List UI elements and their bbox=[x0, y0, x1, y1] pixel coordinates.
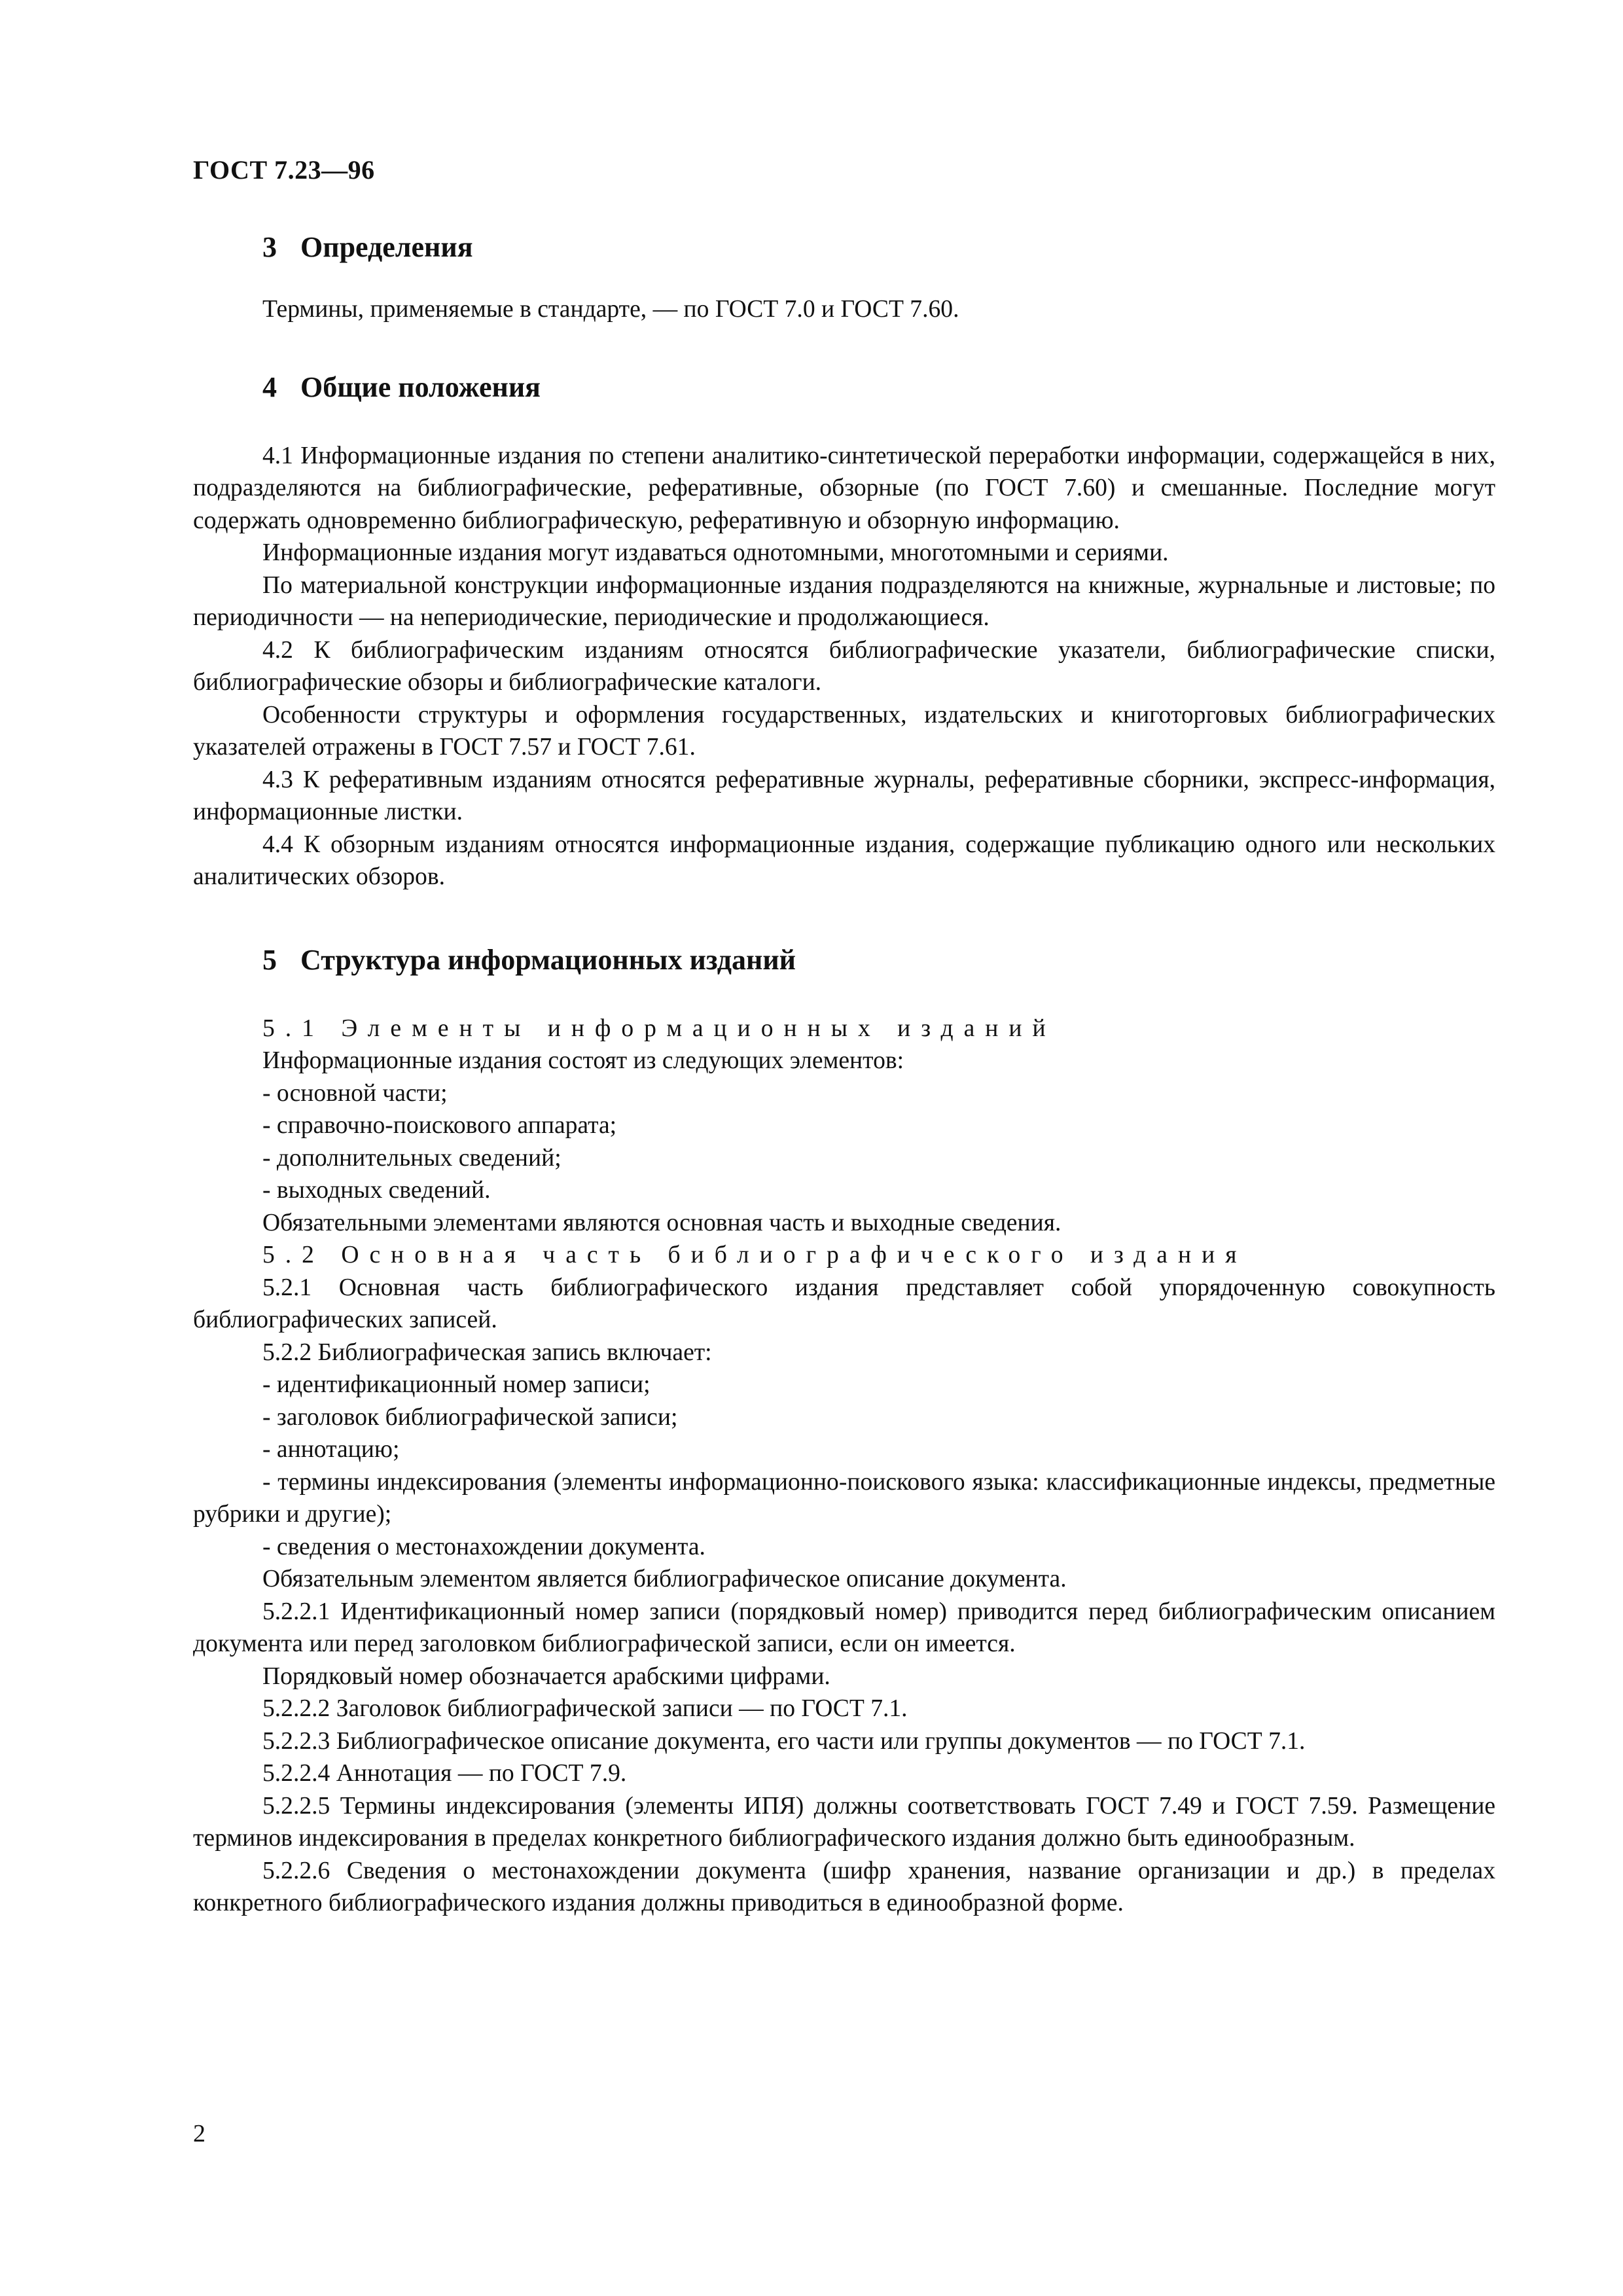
section-4-heading bbox=[193, 369, 1495, 406]
clause-5-2-2-2: 5.2.2.2 Заголовок библиографической записи — по ГОСТ 7.1. bbox=[262, 1695, 908, 1722]
clause-5-1-intro: Информационные издания состоят из следующих элементов: bbox=[262, 1047, 904, 1074]
clause-4-3: 4.3 К реферативным изданиям относятся реферативные журналы, реферативные сборники, экспресс-информация, информационные листки. bbox=[193, 766, 1495, 825]
section-5-heading bbox=[193, 942, 1495, 978]
list-item: - дополнительных сведений; bbox=[262, 1144, 562, 1172]
list-item: - идентификационный номер записи; bbox=[262, 1371, 651, 1398]
list-item: - заголовок библиографической записи; bbox=[262, 1403, 678, 1431]
clause-5-2-title: 5.2 Основная часть библиографического издания bbox=[262, 1242, 1247, 1268]
clause-5-2-1: 5.2.1 Основная часть библиографического издания представляет собой упорядоченную совокупность библиографических записей. bbox=[193, 1274, 1495, 1333]
clause-4-1: 4.1 Информационные издания по степени аналитико-синтетической переработки информации, содержащейся в них, подразделяются на библиографические, реферативные, обзорные (по ГОСТ 7.60) и смешанные. Последние могут содержать одновременно библиографическую, реферативную и обзорную информацию. bbox=[193, 442, 1495, 534]
list-item: - термины индексирования (элементы информационно-поискового языка: классификационные индексы, предметные рубрики и другие); bbox=[193, 1468, 1495, 1528]
section-3-paragraph: Термины, применяемые в стандарте, — по ГОСТ 7.0 и ГОСТ 7.60. bbox=[262, 296, 959, 323]
section-4-number: 4 bbox=[262, 370, 277, 403]
clause-5-2-2-1-arabic: Порядковый номер обозначается арабскими цифрами. bbox=[262, 1662, 830, 1690]
clause-5-2-2-3: 5.2.2.3 Библиографическое описание документа, его части или группы документов — по ГОСТ 7.1. bbox=[262, 1727, 1306, 1755]
clause-5-2-2-mandatory: Обязательным элементом является библиографическое описание документа. bbox=[262, 1566, 1067, 1592]
clause-4-2: 4.2 К библиографическим изданиям относятся библиографические указатели, библиографические списки, библиографические обзоры и библиографические каталоги. bbox=[193, 636, 1495, 696]
page-number: 2 bbox=[193, 2120, 205, 2147]
section-5-title: Структура информационных изданий bbox=[300, 943, 796, 976]
clause-4-4: 4.4 К обзорным изданиям относятся информационные издания, содержащие публикацию одного или нескольких аналитических обзоров. bbox=[193, 831, 1495, 890]
clause-5-1-mandatory: Обязательными элементами являются основная часть и выходные сведения. bbox=[262, 1209, 1061, 1236]
list-item: - справочно-поискового аппарата; bbox=[262, 1112, 617, 1139]
clause-4-1-volumes: Информационные издания могут издаваться однотомными, многотомными и сериями. bbox=[262, 539, 1169, 566]
running-header-standard-code: ГОСТ 7.23—96 bbox=[193, 155, 375, 185]
document-body bbox=[193, 229, 1495, 1920]
list-item: - сведения о местонахождении документа. bbox=[262, 1533, 705, 1560]
clause-4-2-features: Особенности структуры и оформления государственных, издательских и книготорговых библиографических указателей отражены в ГОСТ 7.57 и ГОСТ 7.61. bbox=[193, 701, 1495, 761]
section-3-heading bbox=[193, 229, 1495, 266]
clause-4-1-construction: По материальной конструкции информационные издания подразделяются на книжные, журнальные и листовые; по периодичности — на непериодические, периодические и продолжающиеся. bbox=[193, 571, 1495, 631]
clause-5-2-2-5: 5.2.2.5 Термины индексирования (элементы ИПЯ) должны соответствовать ГОСТ 7.49 и ГОСТ 7.59. Размещение терминов индексирования в пределах конкретного библиографического издания должно быть единообразным. bbox=[193, 1792, 1495, 1852]
section-4-title: Общие положения bbox=[300, 370, 541, 403]
clause-5-1-title: 5.1 Элементы информационных изданий bbox=[262, 1014, 1056, 1042]
list-item: - выходных сведений. bbox=[262, 1177, 491, 1204]
section-5-number: 5 bbox=[262, 943, 277, 976]
list-item: - аннотацию; bbox=[262, 1436, 400, 1463]
section-3-number: 3 bbox=[262, 231, 277, 263]
section-3-title: Определения bbox=[300, 231, 473, 263]
clause-5-2-2-4: 5.2.2.4 Аннотация — по ГОСТ 7.9. bbox=[262, 1760, 627, 1787]
clause-5-2-2-6: 5.2.2.6 Сведения о местонахождении документа (шифр хранения, название организации и др.) в пределах конкретного библиографического издания должны приводиться в единообразной форме. bbox=[193, 1857, 1495, 1916]
clause-5-2-2: 5.2.2 Библиографическая запись включает: bbox=[262, 1338, 712, 1366]
list-item: - основной части; bbox=[262, 1079, 448, 1107]
clause-5-2-2-1: 5.2.2.1 Идентификационный номер записи (порядковый номер) приводится перед библиографическим описанием документа или перед заголовком библиографической записи, если он имеется. bbox=[193, 1598, 1495, 1657]
